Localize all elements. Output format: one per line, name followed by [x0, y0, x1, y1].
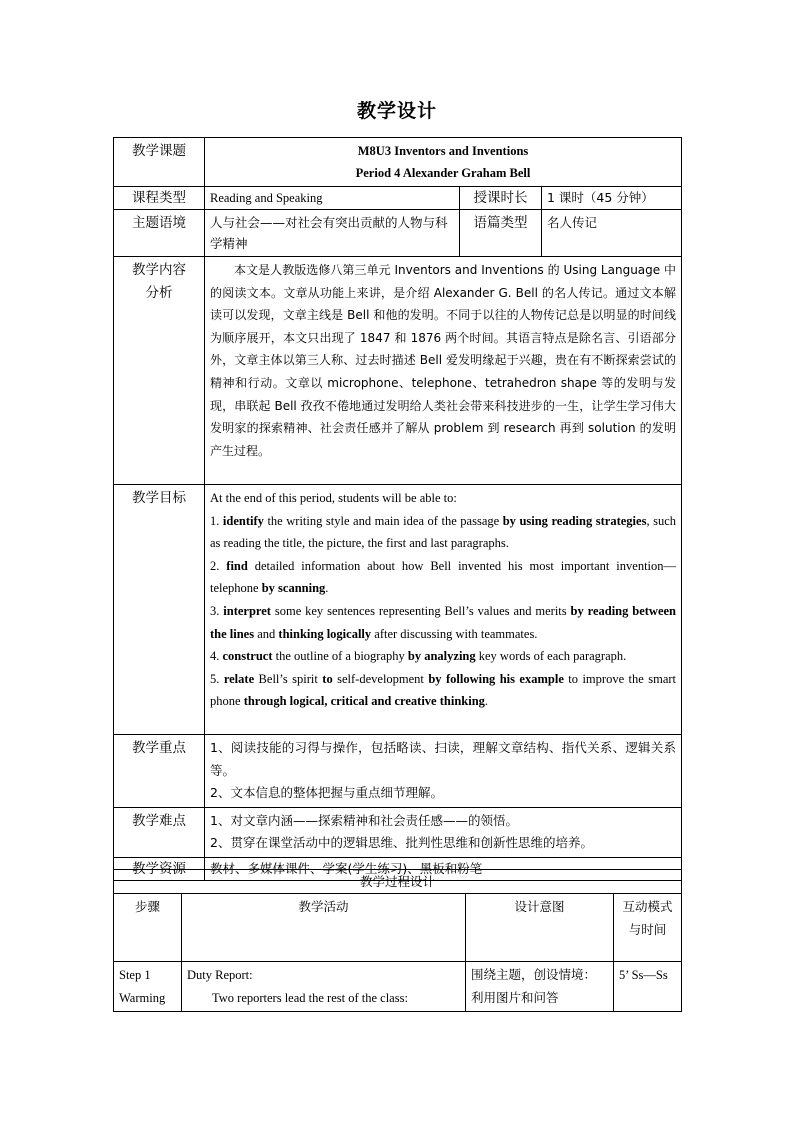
resources-label: 教学资源 [114, 857, 205, 880]
row-analysis [114, 257, 682, 485]
keypoints-label: 教学重点 [114, 735, 205, 808]
row-difficulties [114, 807, 682, 857]
activity-line: Two reporters lead the rest of the class: [212, 990, 408, 1005]
row-theme [114, 210, 682, 257]
objectives-label: 教学目标 [114, 485, 205, 735]
course-label: 教学课题 [114, 138, 205, 187]
process-title: 教学过程设计 [114, 870, 682, 894]
type-label: 课程类型 [114, 187, 205, 210]
resources-value: 教材、多媒体课件、学案(学生练习)、黑板和粉笔 [205, 857, 682, 880]
duration-value: 1 课时（45 分钟） [542, 187, 682, 210]
difficulty-item: 2、贯穿在课堂活动中的逻辑思维、批判性思维和创新性思维的培养。 [210, 835, 593, 851]
course-line1: M8U3 Inventors and Inventions [357, 144, 529, 158]
course-title [205, 138, 682, 187]
genre-value: 名人传记 [542, 210, 682, 257]
header-intent: 设计意图 [466, 894, 614, 962]
objectives-intro: At the end of this period, students will be able to: [210, 491, 457, 505]
duration-label: 授课时长 [460, 187, 542, 210]
header-activity: 教学活动 [182, 894, 466, 962]
theme-label: 主题语境 [114, 210, 205, 257]
mode-cell: 5’ Ss—Ss [614, 962, 682, 1012]
difficulties-content [205, 807, 682, 857]
objective-item: 3. interpret some key sentences representing Bell’s values and merits by reading between the lines and thinking logically after discussing with teammates. [210, 603, 677, 641]
row-objectives [114, 485, 682, 735]
process-table [113, 869, 682, 1012]
difficulties-label: 教学难点 [114, 807, 205, 857]
page-title: 教学设计 [356, 100, 437, 122]
theme-value: 人与社会——对社会有突出贡献的人物与科学精神 [205, 210, 460, 257]
process-title-row [114, 870, 682, 894]
course-line2: Period 4 Alexander Graham Bell [355, 166, 531, 180]
activity-line: Duty Report: [187, 968, 253, 982]
analysis-text: 本文是人教版选修八第三单元 Inventors and Inventions 的 Using Language 中的阅读文本。文章从功能上来讲，是介绍 Alexander G. Bell 的名人传记。通过文本解读可以发现，文章主线是 Bell 和他的发明。不同于以往的人物传记总是以明显的时间线为顺序展开，本文只出现了 1847 和 1876 两个时间。其语言特点是除名言、引语部分外，文章主体以第三人称、过去时描述 Bell 爱发明缘起于兴趣，贵在有不断探索尝试的精神和行动。文章以 microphone、telephone、tetrahedron shape 等的发明与发现，串联起 Bell 孜孜不倦地通过发明给人类社会带来科技进步的一生，让学生学习伟大发明家的探索精神、社会责任感并了解从 problem 到 research 再到 solution 的发明产生过程。 [205, 257, 682, 485]
process-header-row [114, 894, 682, 962]
activity-cell [182, 962, 466, 1012]
keypoint-item: 1、阅读技能的习得与操作，包括略读、扫读，理解文章结构、指代关系、逻辑关系等。 [210, 740, 677, 778]
intent-cell: 围绕主题，创设情境：利用图片和问答 [466, 962, 614, 1012]
header-mode: 互动模式与时间 [614, 894, 682, 962]
objective-item: 5. relate Bell’s spirit to self-development by following his example to improve the smart phone through logical, critical and creative thinking. [210, 671, 677, 709]
type-value: Reading and Speaking [205, 187, 460, 210]
keypoint-item: 2、文本信息的整体把握与重点细节理解。 [210, 785, 443, 801]
objective-item: 4. construct the outline of a biography by analyzing key words of each paragraph. [210, 649, 627, 664]
keypoints-content [205, 735, 682, 808]
row-course [114, 138, 682, 187]
objectives-content [205, 485, 682, 735]
analysis-label: 教学内容分析 [114, 257, 205, 485]
step-cell: Step 1 Warming [114, 962, 182, 1012]
objective-item: 2. find detailed information about how Bell invented his most important invention—telephone by scanning. [210, 558, 677, 596]
row-keypoints [114, 735, 682, 808]
lesson-info-table [113, 137, 682, 881]
genre-label: 语篇类型 [460, 210, 542, 257]
objective-item: 1. identify the writing style and main idea of the passage by using reading strategies, such as reading the title, the picture, the first and last paragraphs. [210, 513, 677, 551]
difficulty-item: 1、对文章内涵——探索精神和社会责任感——的领悟。 [210, 812, 518, 828]
row-type [114, 187, 682, 210]
header-step: 步骤 [114, 894, 182, 962]
process-row [114, 962, 682, 1012]
